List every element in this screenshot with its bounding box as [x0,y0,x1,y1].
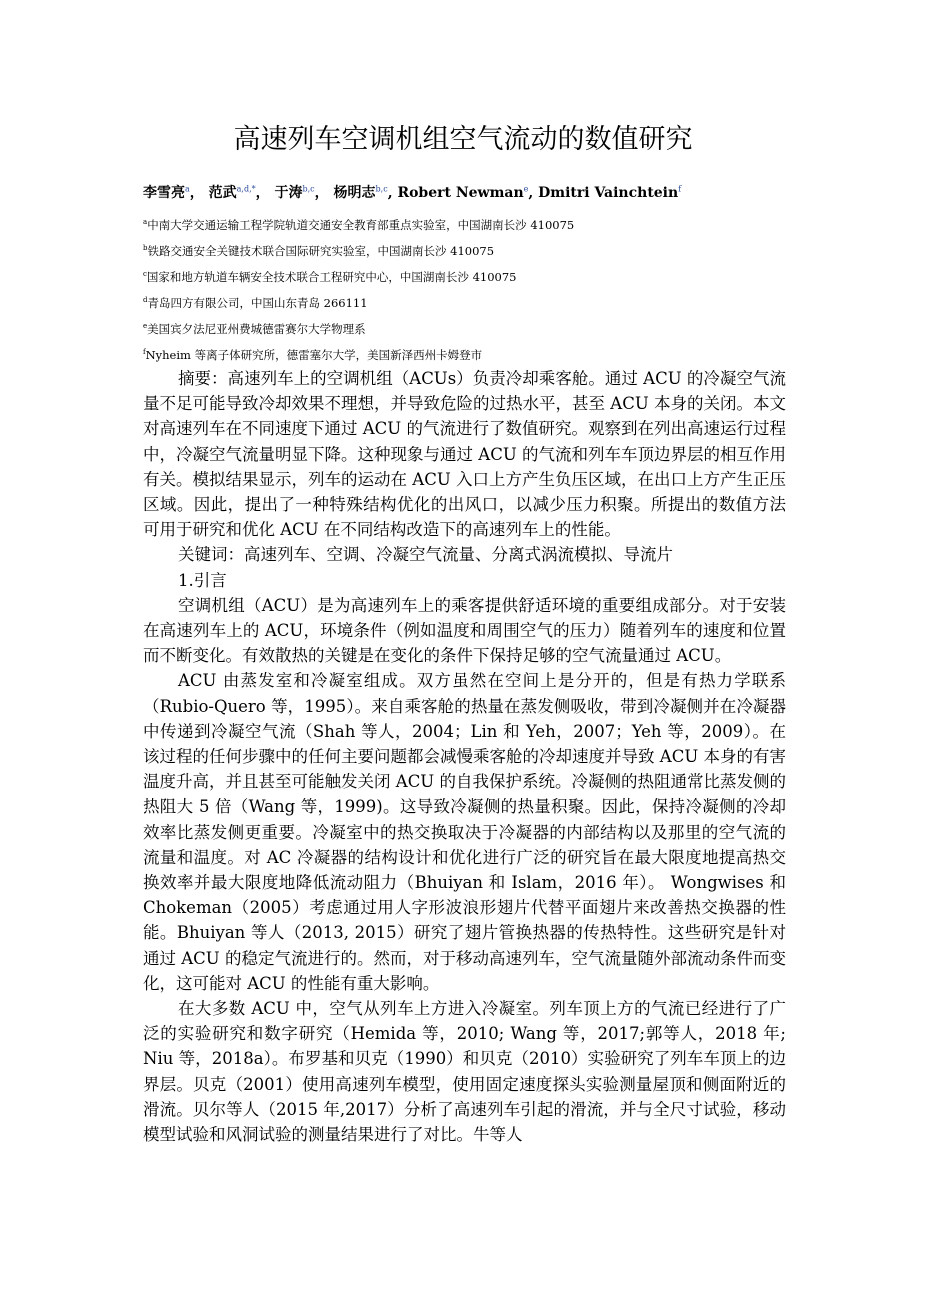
affiliation: $^b$铁路交通安全关键技术联合国际研究实验室，中国湖南长沙 410075 [143,244,495,258]
paragraph: ACU 由蒸发室和冷凝室组成。双方虽然在空间上是分开的，但是有热力学联系（Rubio-Quero 等，1995）。来自乘客舱的热量在蒸发侧吸收，带到冷凝侧并在冷凝器中传递到冷凝空气流（Shah 等人，2004；Lin 和 Yeh，2007；Yeh 等，2009）。在该过程的任何步骤中的任何主要问题都会减慢乘客舱的冷却速度并导致 ACU 本身的有害温度升高，并且甚至可能触发关闭 ACU 的自我保护系统。冷凝侧的热阻通常比蒸发侧的热阻大 5 倍（Wang 等，1999)。这导致冷凝侧的热量积聚。因此，保持冷凝侧的冷却效率比蒸发侧更重要。冷凝室中的热交换取决于冷凝器的内部结构以及那里的空气流的流量和温度。对 AC 冷凝器的结构设计和优化进行广泛的研究旨在最大限度地提高热交换效率并最大限度地降低流动阻力（Bhuiyan 和 Islam，2016 年）。 Wongwises 和 Chokeman（2005）考虑通过用人字形波浪形翅片代替平面翅片来改善热交换器的性能。Bhuiyan 等人（2013, 2015）研究了翅片管换热器的传热特性。这些研究是针对通过 ACU 的稳定气流进行的。然而，对于移动高速列车，空气流量随外部流动条件而变化，这可能对 ACU 的性能有重大影响。 [143,671,786,993]
keywords: 关键词：高速列车、空调、冷凝空气流量、分离式涡流模拟、导流片 [178,545,673,565]
author: 范武$^{a,d,*}$， [208,184,270,201]
author: 李雪亮$^a$， [143,184,204,201]
author-list [143,182,843,204]
body-text [143,366,786,1147]
affiliation: $^f$Nyheim 等离子体研究所，德雷塞尔大学，美国新泽西州卡姆登市 [143,348,483,362]
affiliation: $^c$国家和地方轨道车辆安全技术联合工程研究中心，中国湖南长沙 410075 [143,270,517,284]
section-heading: 1.引言 [178,570,227,590]
abstract: 摘要：高速列车上的空调机组（ACUs）负责冷却乘客舱。通过 ACU 的冷凝空气流量不足可能导致冷却效果不理想，并导致危险的过热水平，甚至 ACU 本身的关闭。本文对高速列车在不同速度下通过 ACU 的气流进行了数值研究。观察到在列出高速运行过程中，冷凝空气流量明显下降。这种现象与通过 ACU 的气流和列车车顶边界层的相互作用有关。模拟结果显示，列车的运动在 ACU 入口上方产生负压区域，在出口上方产生正压区域。因此，提出了一种特殊结构优化的出风口，以减少压力积聚。所提出的数值方法可用于研究和优化 ACU 在不同结构改造下的高速列车上的性能。 [143,369,786,540]
affiliation: $^e$美国宾夕法尼亚州费城德雷赛尔大学物理系 [143,322,366,336]
paragraph: 空调机组（ACU）是为高速列车上的乘客提供舒适环境的重要组成部分。对于安装在高速列车上的 ACU，环境条件（例如温度和周围空气的压力）随着列车的速度和位置而不断变化。有效散热的关键是在变化的条件下保持足够的空气流量通过 ACU。 [143,595,786,666]
author: 杨明志$^{b,c}$, [333,184,398,201]
paper-title: 高速列车空调机组空气流动的数值研究 [233,124,693,155]
affiliation-list [143,216,843,372]
paragraph: 在大多数 ACU 中，空气从列车上方进入冷凝室。列车顶上方的气流已经进行了广泛的实验研究和数字研究（Hemida 等，2010; Wang 等，2017;郭等人，2018 年; Niu 等，2018a）。布罗基和贝克（1990）和贝克（2010）实验研究了列车车顶上的边界层。贝克（2001）使用高速列车模型，使用固定速度探头实验测量屋顶和侧面附近的滑流。贝尔等人（2015 年,2017）分析了高速列车引起的滑流，并与全尺寸试验，移动模型试验和风洞试验的测量结果进行了对比。牛等人 [143,999,786,1145]
author: Robert Newman$^e$, [397,184,539,201]
author: Dmitri Vainchtein$^f$ [538,184,682,201]
affiliation: $^d$青岛四方有限公司，中国山东青岛 266111 [143,296,368,310]
author: 于涛$^{b,c}$， [274,184,329,201]
affiliation: $^a$中南大学交通运输工程学院轨道交通安全教育部重点实验室，中国湖南长沙 410075 [143,218,575,232]
